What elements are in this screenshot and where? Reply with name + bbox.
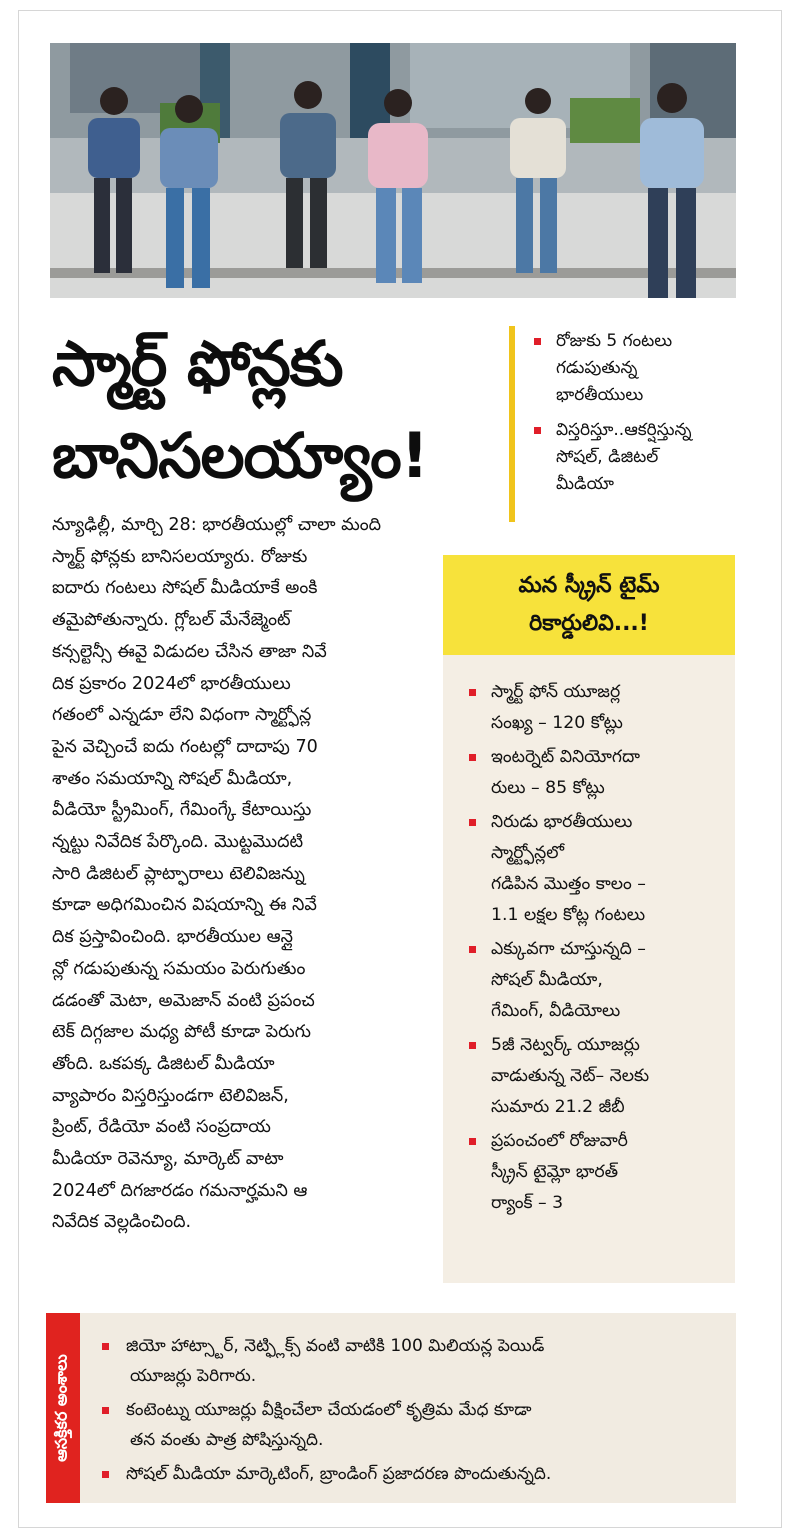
news-photo bbox=[50, 43, 736, 298]
fact-item: కంటెంట్ను యూజర్లు వీక్షించేలా చేయడంలో కృత్రిమ మేధ కూడా తన వంతు పాత్ర పోషిస్తున్నది. bbox=[100, 1395, 730, 1455]
sidebox-title: మన స్క్రీన్ టైమ్ రికార్డులివి...! bbox=[443, 555, 735, 655]
screen-time-records-box bbox=[443, 555, 735, 1283]
sidebox-item: ఇంటర్నెట్ వినియోగదా రులు – 85 కోట్లు bbox=[465, 742, 725, 804]
sidebox-item: నిరుడు భారతీయులు స్మార్ట్ఫోన్లలో గడిపిన మొత్తం కాలం – 1.1 లక్షల కోట్ల గంటలు bbox=[465, 807, 725, 931]
highlight-accent-bar bbox=[509, 326, 515, 522]
sidebox-item: 5జీ నెట్వర్క్ యూజర్లు వాడుతున్న నెట్– నెలకు సుమారు 21.2 జీబీ bbox=[465, 1030, 725, 1123]
fact-item: సోషల్ మీడియా మార్కెటింగ్, బ్రాండింగ్ ప్రజాదరణ పొందుతున్నది. bbox=[100, 1459, 730, 1489]
interesting-facts-label: ఆసక్తికర అంశాలు bbox=[46, 1313, 80, 1503]
sidebox-item: స్మార్ట్ ఫోన్ యూజర్ల సంఖ్య – 120 కోట్లు bbox=[465, 677, 725, 739]
interesting-facts-list bbox=[100, 1331, 730, 1493]
headline-line-1: స్మార్ట్ ఫోన్లకు bbox=[52, 327, 343, 400]
headline-line-2: బానిసలయ్యాం! bbox=[52, 419, 428, 492]
interesting-facts-box bbox=[46, 1313, 736, 1503]
headline bbox=[52, 318, 502, 502]
sidebox-item: ప్రపంచంలో రోజువారీ స్క్రీన్ టైమ్లో భారత్ ర్యాంక్ – 3 bbox=[465, 1126, 725, 1219]
article-body: న్యూఢిల్లీ, మార్చి 28: భారతీయుల్లో చాలా మంది స్మార్ట్ ఫోన్లకు బానిసలయ్యారు. రోజుకు ఐదారు గంటలు సోషల్ మీడియాకే అంకి తమైపోతున్నారు. గ్లోబల్ మేనేజ్మెంట్ కన్సల్టెన్సీ ఈవై విడుదల చేసిన తాజా నివే దిక ప్రకారం 2024లో భారతీయులు గతంలో ఎన్నడూ లేని విధంగా స్మార్ట్ఫోన్ల పైన వెచ్చించే ఐదు గంటల్లో దాదాపు 70 శాతం సమయాన్ని సోషల్ మీడియా, వీడియో స్ట్రీమింగ్, గేమింగ్కే కేటాయిస్తు న్నట్టు నివేదిక పేర్కొంది. మొట్టమొదటి సారి డిజిటల్ ప్లాట్ఫారాలు టెలివిజన్ను కూడా అధిగమించిన విషయాన్ని ఈ నివే దిక ప్రస్తావించింది. భారతీయుల ఆన్లై న్లో గడుపుతున్న సమయం పెరుగుతుం డడంతో మెటా, అమెజాన్ వంటి ప్రపంచ టెక్ దిగ్గజాల మధ్య పోటీ కూడా పెరుగు తోంది. ఒకపక్క డిజిటల్ మీడియా వ్యాపారం విస్తరిస్తుండగా టెలివిజన్, ప్రింట్, రేడియో వంటి సంప్రదాయ మీడియా రెవెన్యూ, మార్కెట్ వాటా 2024లో దిగజారడం గమనార్హమని ఆ నివేదిక వెల్లడించింది. bbox=[52, 515, 382, 1233]
people-with-phones-image bbox=[50, 43, 736, 298]
sidebox-list bbox=[443, 655, 735, 1219]
highlights-list bbox=[528, 328, 748, 506]
fact-item: జియో హాట్స్టార్, నెట్ఫ్లిక్స్ వంటి వాటికి 100 మిలియన్ల పెయిడ్ యూజర్లు పెరిగారు. bbox=[100, 1331, 730, 1391]
highlight-item: విస్తరిస్తూ..ఆకర్షిస్తున్న సోషల్, డిజిటల్ మీడియా bbox=[528, 417, 748, 498]
highlight-item: రోజుకు 5 గంటలు గడుపుతున్న భారతీయులు bbox=[528, 328, 748, 409]
sidebox-item: ఎక్కువగా చూస్తున్నది – సోషల్ మీడియా, గేమింగ్, వీడియోలు bbox=[465, 934, 725, 1027]
